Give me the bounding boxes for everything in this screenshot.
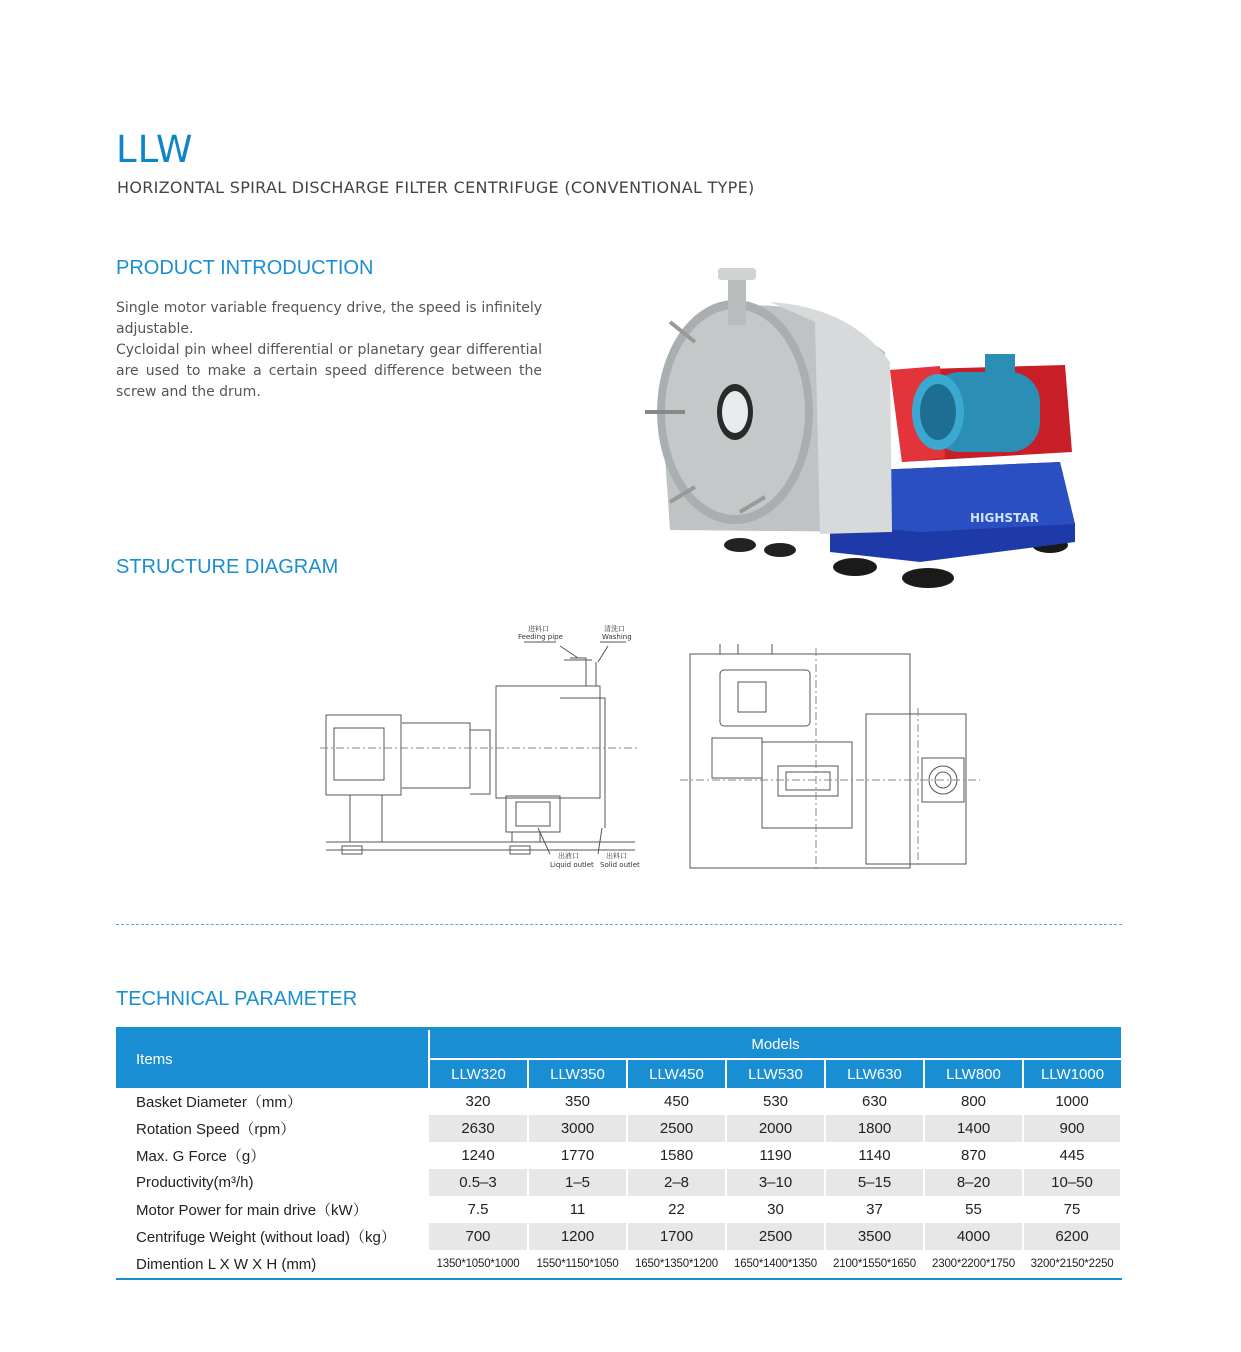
models-header: Models [429, 1029, 1121, 1060]
items-header: Items [116, 1029, 429, 1089]
washing-label-cn: 清洗口 [604, 625, 625, 633]
table-cell: 37 [825, 1196, 924, 1223]
table-cell: 900 [1023, 1115, 1121, 1142]
table-cell: 1650*1400*1350 [726, 1250, 825, 1279]
table-row [116, 1196, 1121, 1223]
table-cell: 700 [429, 1223, 528, 1250]
row-label: Basket Diameter（mm） [136, 1094, 302, 1111]
table-row [116, 1142, 1121, 1169]
table-cell: 350 [528, 1088, 627, 1115]
table-cell: 450 [627, 1088, 726, 1115]
washing-label: Washing [602, 633, 632, 641]
table-cell: 320 [429, 1088, 528, 1115]
table-cell: 4000 [924, 1223, 1023, 1250]
table-cell: 630 [825, 1088, 924, 1115]
table-cell: 2–8 [627, 1169, 726, 1196]
table-cell: 3000 [528, 1115, 627, 1142]
table-cell: 1800 [825, 1115, 924, 1142]
table-row [116, 1169, 1121, 1196]
model-header: LLW1000 [1023, 1059, 1121, 1088]
table-cell: 1770 [528, 1142, 627, 1169]
table-cell: 5–15 [825, 1169, 924, 1196]
table-cell: 1200 [528, 1223, 627, 1250]
liquid-outlet-label-cn: 出液口 [558, 852, 579, 860]
structure-diagram [320, 618, 980, 880]
table-cell: 1140 [825, 1142, 924, 1169]
table-cell: 1550*1150*1050 [528, 1250, 627, 1279]
row-label: Rotation Speed（rpm） [116, 1115, 429, 1142]
table-row [116, 1223, 1121, 1250]
table-row [116, 1088, 1121, 1115]
liquid-outlet-label: Liquid outlet [550, 861, 594, 869]
table-cell: 55 [924, 1196, 1023, 1223]
table-row [116, 1115, 1121, 1142]
intro-paragraph-2: Cycloidal pin wheel differential or planetary gear differential are used to make a certain speed difference between the screw and the drum. [116, 342, 542, 400]
table-cell: 3–10 [726, 1169, 825, 1196]
table-cell: 530 [726, 1088, 825, 1115]
feeding-pipe-label-cn: 进料口 [528, 625, 549, 633]
table-cell: 22 [627, 1196, 726, 1223]
table-cell: 3500 [825, 1223, 924, 1250]
centrifuge-product-photo [640, 262, 1080, 592]
table-cell: 1190 [726, 1142, 825, 1169]
product-introduction-text [116, 298, 542, 403]
product-introduction-heading: PRODUCT INTRODUCTION [116, 257, 374, 279]
model-header: LLW630 [825, 1059, 924, 1088]
technical-parameter-table [116, 1027, 1122, 1280]
structure-diagram-heading: STRUCTURE DIAGRAM [116, 556, 339, 578]
table-cell: 445 [1023, 1142, 1121, 1169]
table-cell: 1650*1350*1200 [627, 1250, 726, 1279]
table-cell: 7.5 [429, 1196, 528, 1223]
table-cell: 870 [924, 1142, 1023, 1169]
row-label: Max. G Force（g） [136, 1148, 266, 1165]
table-cell: 2100*1550*1650 [825, 1250, 924, 1279]
section-divider [116, 924, 1122, 925]
table-cell: 1240 [429, 1142, 528, 1169]
table-cell: 3200*2150*2250 [1023, 1250, 1121, 1279]
technical-parameter-heading: TECHNICAL PARAMETER [116, 988, 358, 1010]
table-cell: 1350*1050*1000 [429, 1250, 528, 1279]
table-cell: 2500 [627, 1115, 726, 1142]
table-cell: 6200 [1023, 1223, 1121, 1250]
feeding-pipe-label: Feeding pipe [518, 633, 563, 641]
row-label: Productivity(m³/h) [116, 1169, 429, 1196]
table-cell: 2500 [726, 1223, 825, 1250]
table-cell: 10–50 [1023, 1169, 1121, 1196]
table-cell: 2000 [726, 1115, 825, 1142]
row-label: Dimention L X W X H (mm) [116, 1250, 429, 1279]
page-title: LLW [116, 128, 194, 171]
model-header: LLW800 [924, 1059, 1023, 1088]
model-header: LLW320 [429, 1059, 528, 1088]
table-cell: 75 [1023, 1196, 1121, 1223]
table-cell: 1–5 [528, 1169, 627, 1196]
table-cell: 30 [726, 1196, 825, 1223]
table-cell: 1700 [627, 1223, 726, 1250]
brand-logo-text: HIGHSTAR [970, 511, 1039, 525]
row-label: Centrifuge Weight (without load)（kg） [116, 1223, 429, 1250]
table-cell: 2630 [429, 1115, 528, 1142]
table-cell: 8–20 [924, 1169, 1023, 1196]
page-subtitle: HORIZONTAL SPIRAL DISCHARGE FILTER CENTRIFUGE (CONVENTIONAL TYPE) [117, 178, 755, 197]
table-row [116, 1250, 1121, 1279]
row-label: Motor Power for main drive（kW） [136, 1202, 368, 1219]
intro-paragraph-1: Single motor variable frequency drive, the speed is infinitely adjustable. [116, 300, 542, 337]
table-cell: 1400 [924, 1115, 1023, 1142]
table-cell: 2300*2200*1750 [924, 1250, 1023, 1279]
model-header: LLW450 [627, 1059, 726, 1088]
table-cell: 800 [924, 1088, 1023, 1115]
model-header: LLW350 [528, 1059, 627, 1088]
table-cell: 0.5–3 [429, 1169, 528, 1196]
solid-outlet-label: Solid outlet [600, 861, 640, 869]
table-cell: 1000 [1023, 1088, 1121, 1115]
model-header: LLW530 [726, 1059, 825, 1088]
table-cell: 11 [528, 1196, 627, 1223]
solid-outlet-label-cn: 出料口 [606, 852, 627, 860]
table-cell: 1580 [627, 1142, 726, 1169]
